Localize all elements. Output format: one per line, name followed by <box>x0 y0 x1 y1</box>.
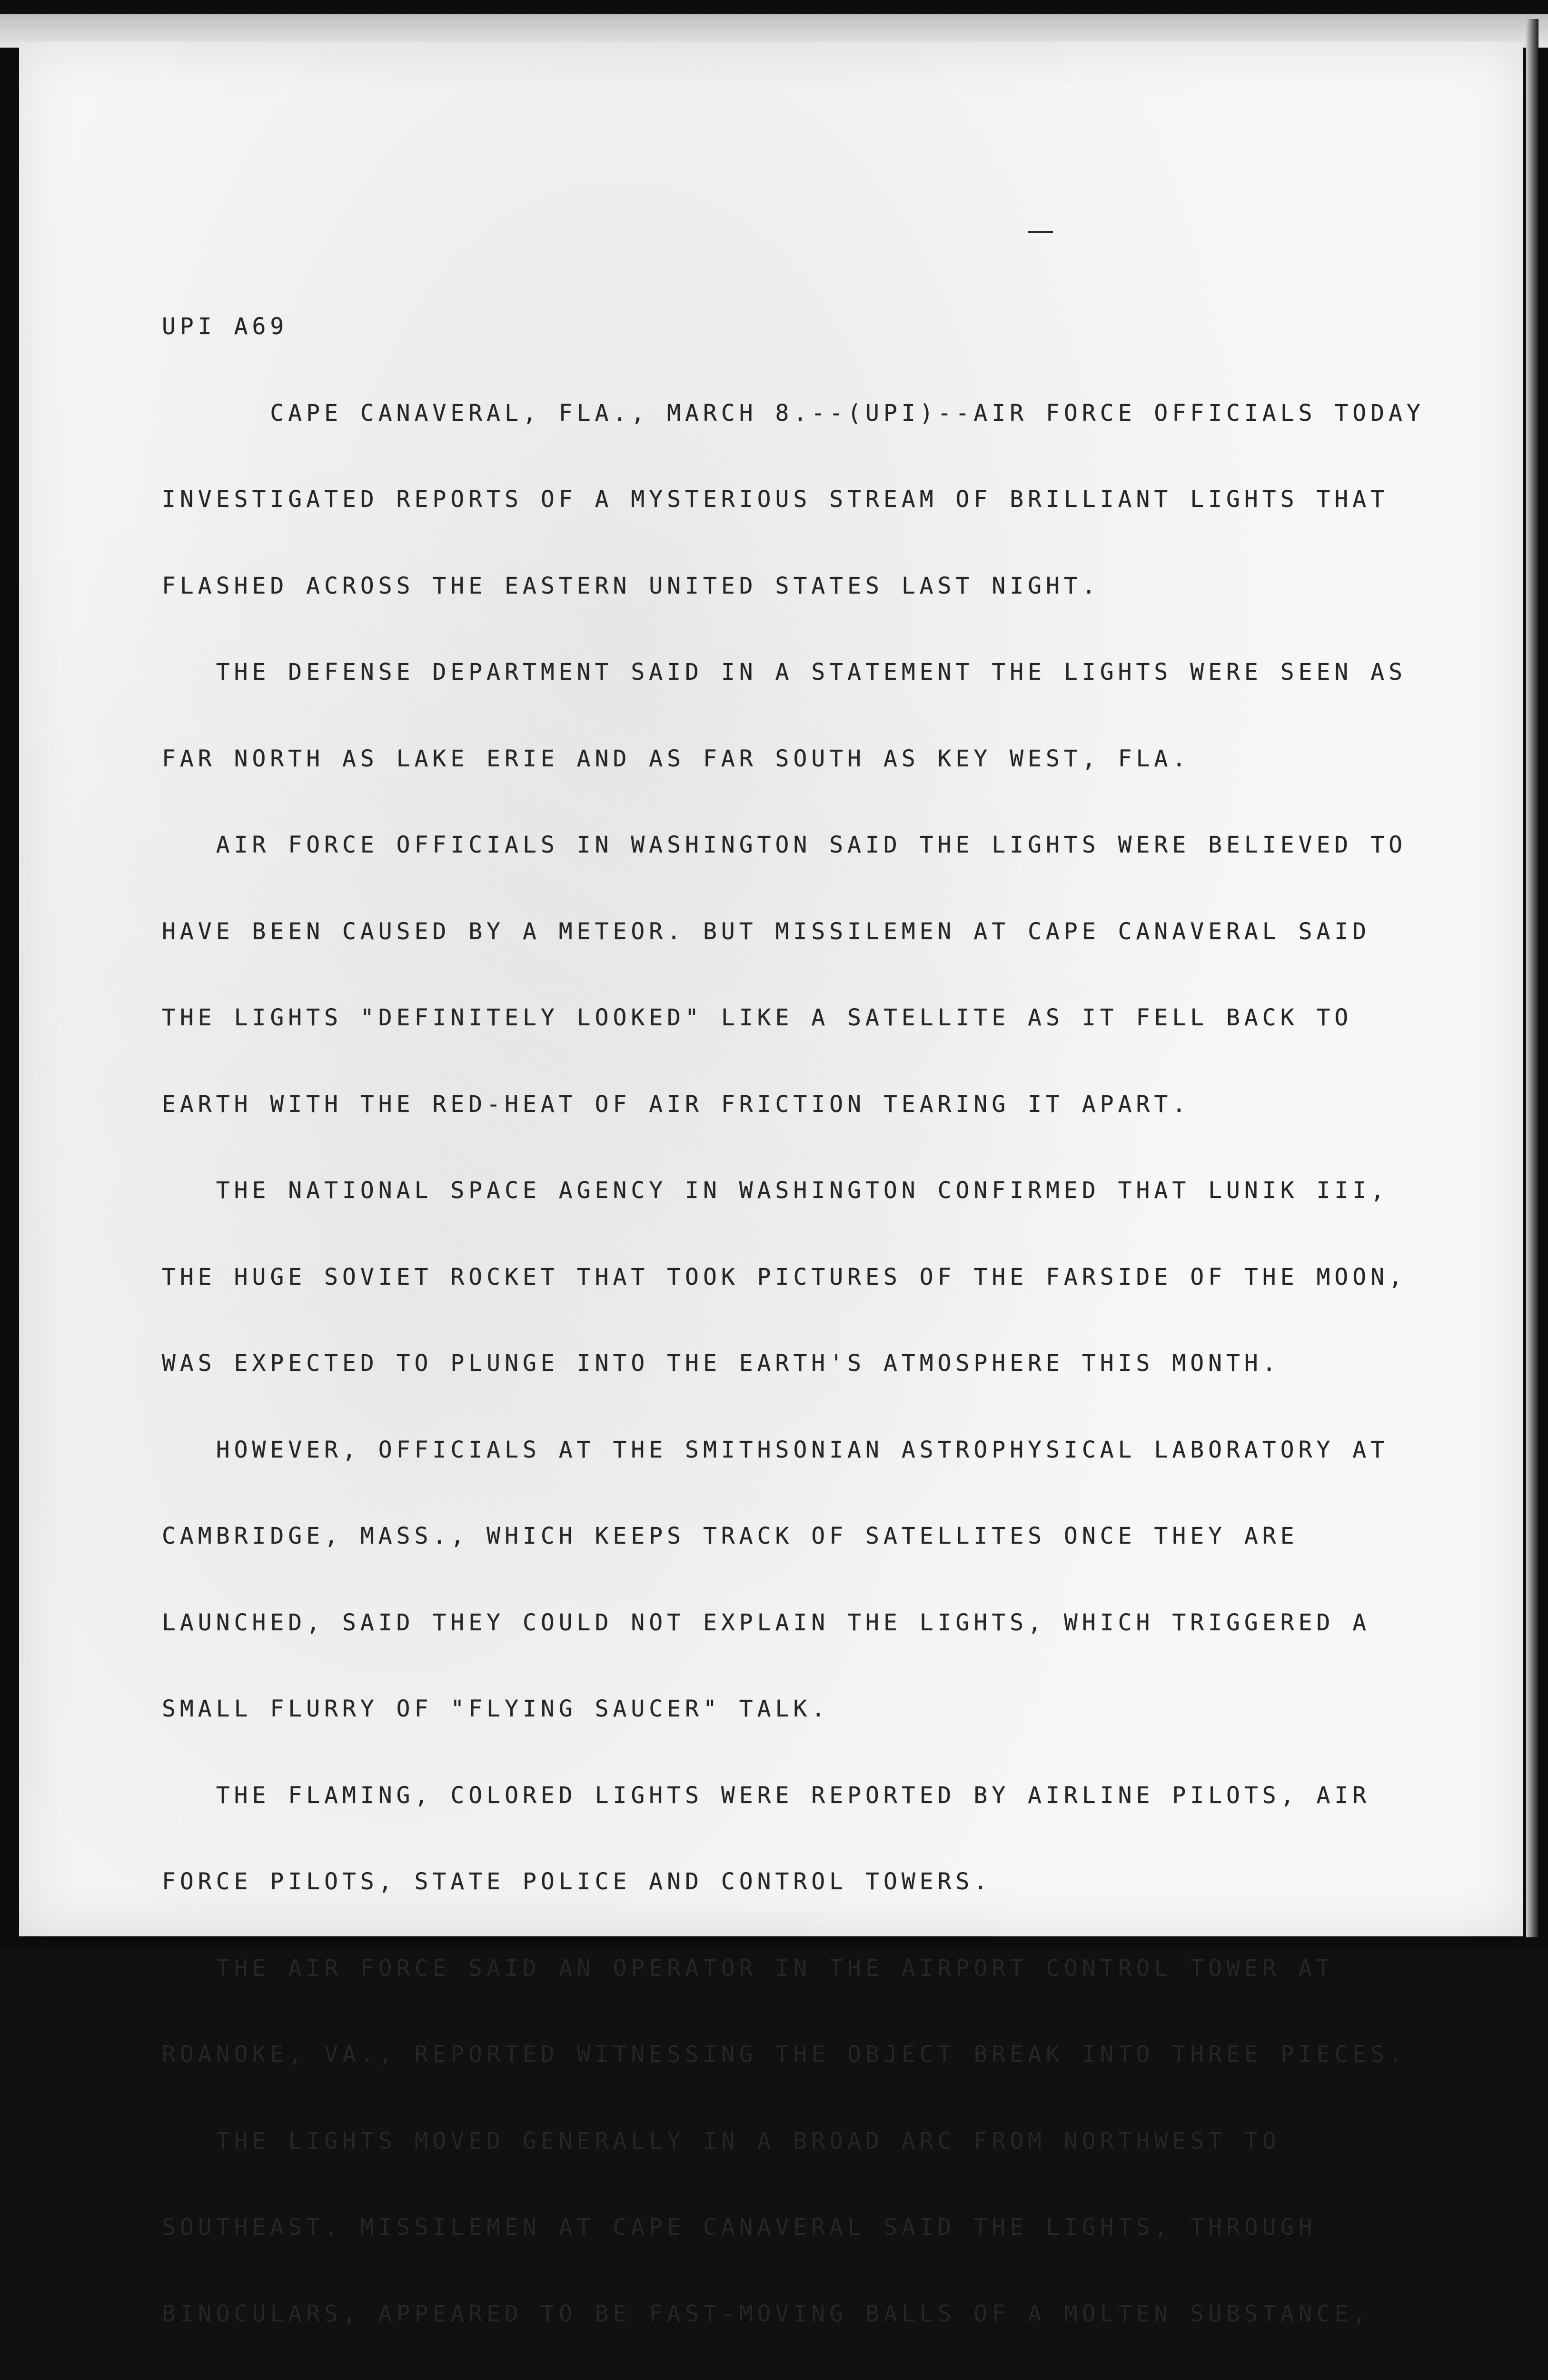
story-line: THE HUGE SOVIET ROCKET THAT TOOK PICTURES OF THE FARSIDE OF THE MOON, <box>162 1263 1407 1290</box>
story-line: THE DEFENSE DEPARTMENT SAID IN A STATEMENT THE LIGHTS WERE SEEN AS <box>162 659 1407 685</box>
story-line: SOUTHEAST. MISSILEMEN AT CAPE CANAVERAL SAID THE LIGHTS, THROUGH <box>162 2214 1317 2241</box>
story-line: SMALL FLURRY OF "FLYING SAUCER" TALK. <box>162 1696 830 1722</box>
story-header: UPI A69 <box>162 313 288 340</box>
story-line: HAVE BEEN CAUSED BY A METEOR. BUT MISSILEMEN AT CAPE CANAVERAL SAID <box>162 918 1371 945</box>
story-line: THE AIR FORCE SAID AN OPERATOR IN THE AIRPORT CONTROL TOWER AT <box>162 1954 1335 1982</box>
story-line: INVESTIGATED REPORTS OF A MYSTERIOUS STREAM OF BRILLIANT LIGHTS THAT <box>162 486 1389 513</box>
story-line: BINOCULARS, APPEARED TO BE FAST-MOVING BALLS OF A MOLTEN SUBSTANCE, <box>162 2300 1371 2327</box>
pen-dash-mark <box>1028 231 1053 233</box>
story-line: FORCE PILOTS, STATE POLICE AND CONTROL TOWERS. <box>162 1868 992 1895</box>
story-line: FLASHED ACROSS THE EASTERN UNITED STATES LAST NIGHT. <box>162 572 1100 599</box>
story-line: EARTH WITH THE RED-HEAT OF AIR FRICTION TEARING IT APART. <box>162 1091 1191 1118</box>
story-line: AIR FORCE OFFICIALS IN WASHINGTON SAID THE LIGHTS WERE BELIEVED TO <box>162 832 1407 858</box>
story-line: FAR NORTH AS LAKE ERIE AND AS FAR SOUTH AS KEY WEST, FLA. <box>162 745 1191 772</box>
story-line: CAMBRIDGE, MASS., WHICH KEEPS TRACK OF SATELLITES ONCE THEY ARE <box>162 1523 1299 1549</box>
film-right-edge <box>1526 19 1538 1937</box>
story-line: HOWEVER, OFFICIALS AT THE SMITHSONIAN ASTROPHYSICAL LABORATORY AT <box>162 1436 1389 1463</box>
story-line: LAUNCHED, SAID THEY COULD NOT EXPLAIN THE LIGHTS, WHICH TRIGGERED A <box>162 1609 1371 1636</box>
story-line: THE NATIONAL SPACE AGENCY IN WASHINGTON CONFIRMED THAT LUNIK III, <box>162 1177 1389 1204</box>
story-line: THE LIGHTS "DEFINITELY LOOKED" LIKE A SATELLITE AS IT FELL BACK TO <box>162 1004 1353 1031</box>
story-line: THE FLAMING, COLORED LIGHTS WERE REPORTED BY AIRLINE PILOTS, AIR <box>162 1782 1371 1809</box>
story-line: ROANOKE, VA., REPORTED WITNESSING THE OBJECT BREAK INTO THREE PIECES. <box>162 2041 1407 2068</box>
story-line: THE LIGHTS MOVED GENERALLY IN A BROAD ARC FROM NORTHWEST TO <box>162 2127 1280 2154</box>
story-line: WAS EXPECTED TO PLUNGE INTO THE EARTH'S ATMOSPHERE THIS MONTH. <box>162 1350 1280 1377</box>
story-line: CAPE CANAVERAL, FLA., MARCH 8.--(UPI)--AIR FORCE OFFICIALS TODAY <box>162 399 1425 426</box>
wire-story <box>162 255 1447 2380</box>
